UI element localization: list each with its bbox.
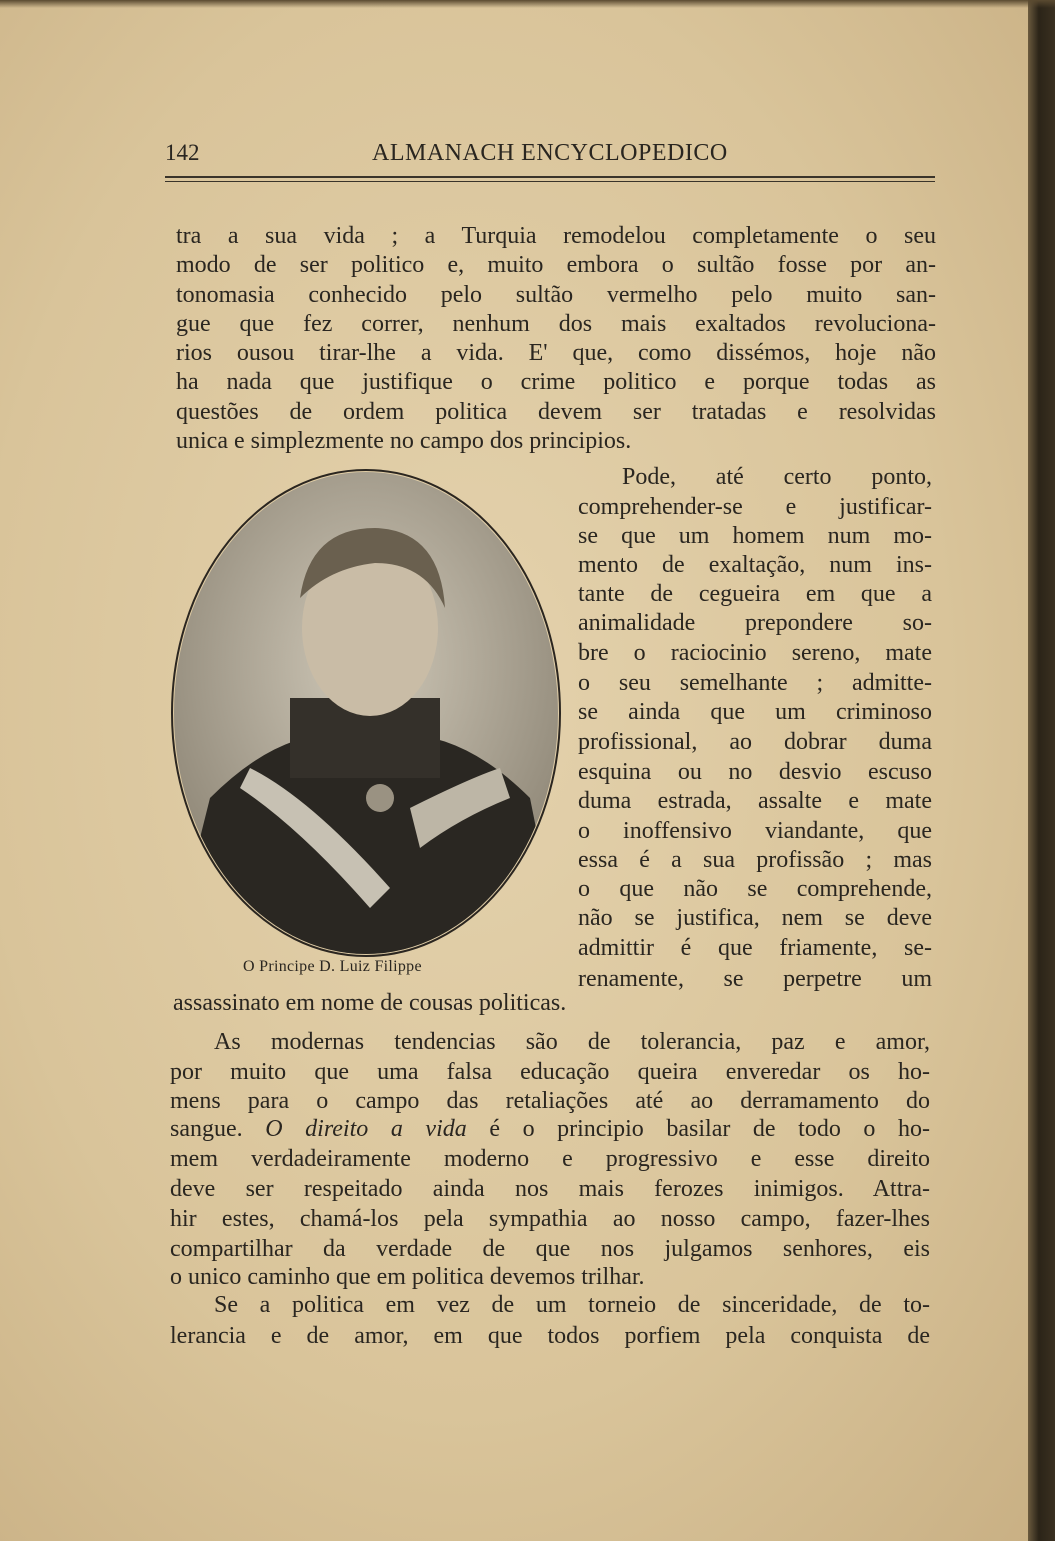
text-line: essa é a sua profissão ; mas [578, 847, 932, 873]
text-line: o inoffensivo viandante, que [578, 818, 932, 844]
text-line: rios ousou tirar-lhe a vida. E' que, como dissémos, hoje não [176, 340, 936, 366]
text-line: Pode, até certo ponto, [622, 464, 932, 490]
text-line: mem verdadeiramente moderno e progressivo e esse direito [170, 1146, 930, 1172]
text-line: modo de ser politico e, muito embora o sultão fosse por an- [176, 252, 936, 278]
page-number: 142 [165, 140, 200, 165]
text-line: comprehender-se e justificar- [578, 494, 932, 520]
text-line: renamente, se perpetre um [578, 966, 932, 992]
page-edge [0, 0, 1055, 8]
text-line: profissional, ao dobrar duma [578, 729, 932, 755]
text-line: mento de exaltação, num ins- [578, 552, 932, 578]
italic-phrase: O direito a vida [265, 1116, 467, 1142]
text-line: Se a politica em vez de um torneio de sinceridade, de to- [214, 1292, 930, 1318]
running-title: ALMANACH ENCYCLOPEDICO [372, 140, 728, 166]
text-segment: sangue. [170, 1116, 266, 1142]
text-line: lerancia e de amor, em que todos porfiem pela conquista de [170, 1323, 930, 1349]
text-line: hir estes, chamá-los pela sympathia ao nosso campo, fazer-lhes [170, 1206, 930, 1232]
figure-caption: O Principe D. Luiz Filippe [243, 958, 422, 975]
text-line [170, 1115, 930, 1143]
text-line: deve ser respeitado ainda nos mais ferozes inimigos. Attra- [170, 1176, 930, 1202]
text-line: não se justifica, nem se deve [578, 905, 932, 931]
text-line: questões de ordem politica devem ser tratadas e resolvidas [176, 399, 936, 425]
text-line: mens para o campo das retaliações até ao derramamento do [170, 1088, 930, 1114]
text-line: por muito que uma falsa educação queira enveredar os ho- [170, 1059, 930, 1085]
text-line: se ainda que um criminoso [578, 699, 932, 725]
header-rule [165, 181, 935, 182]
text-line: animalidade prepondere so- [578, 610, 932, 636]
text-line: unica e simplezmente no campo dos principios. [176, 428, 632, 454]
portrait-illustration [170, 468, 562, 958]
text-line: esquina ou no desvio escuso [578, 759, 932, 785]
text-line: o que não se comprehende, [578, 876, 932, 902]
text-line: As modernas tendencias são de tolerancia, paz e amor, [214, 1029, 930, 1055]
text-line: ha nada que justifique o crime politico e porque todas as [176, 369, 936, 395]
text-line: tonomasia conhecido pelo sultão vermelho pelo muito san- [176, 282, 936, 308]
text-line: o unico caminho que em politica devemos trilhar. [170, 1264, 645, 1290]
text-line: o seu semelhante ; admitte- [578, 670, 932, 696]
text-line: gue que fez correr, nenhum dos mais exaltados revoluciona- [176, 311, 936, 337]
text-line: duma estrada, assalte e mate [578, 788, 932, 814]
text-segment: é o principio basilar de todo o ho- [466, 1116, 930, 1142]
text-line: tra a sua vida ; a Turquia remodelou completamente o seu [176, 223, 936, 249]
text-line: assassinato em nome de cousas politicas. [173, 990, 567, 1016]
book-spine [1028, 0, 1055, 1541]
text-line: se que um homem num mo- [578, 523, 932, 549]
text-line: bre o raciocinio sereno, mate [578, 640, 932, 666]
text-line: compartilhar da verdade de que nos julgamos senhores, eis [170, 1236, 930, 1262]
text-line: admittir é que friamente, se- [578, 935, 932, 961]
text-line: tante de cegueira em que a [578, 581, 932, 607]
header-rule [165, 176, 935, 178]
